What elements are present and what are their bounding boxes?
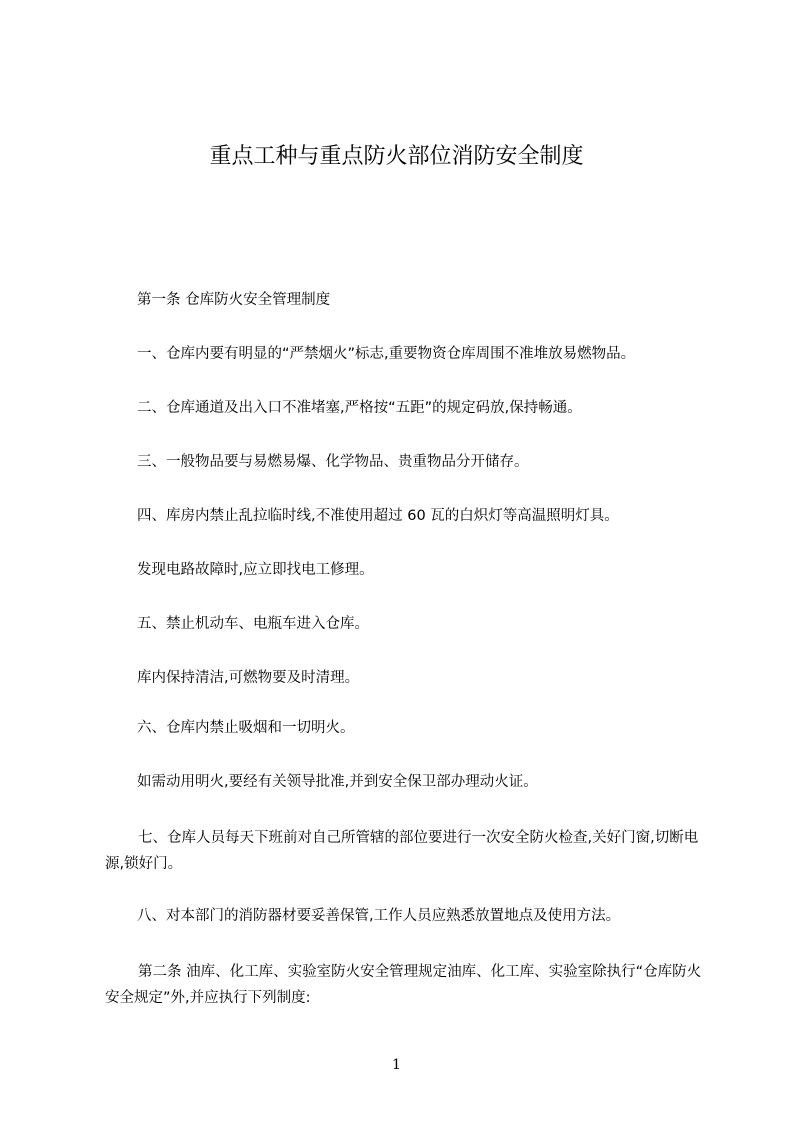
paragraph: 六、仓库内禁止吸烟和一切明火。 [137, 720, 355, 736]
paragraph: 七、仓库人员每天下班前对自己所管辖的部位要进行一次安全防火检查,关好门窗,切断电源,锁好门。 [105, 830, 699, 872]
section-heading-1: 第一条 仓库防火安全管理制度 [137, 292, 331, 308]
paragraph: 发现电路故障时,应立即找电工修理。 [137, 562, 374, 578]
page-number: 1 [392, 1057, 401, 1073]
paragraph: 二、仓库通道及出入口不准堵塞,严格按“五距”的规定码放,保持畅通。 [137, 400, 582, 416]
paragraph: 四、库房内禁止乱拉临时线,不准使用超过 60 瓦的白炽灯等高温照明灯具。 [137, 508, 619, 524]
document-title: 重点工种与重点防火部位消防安全制度 [209, 144, 584, 169]
paragraph: 三、一般物品要与易燃易爆、化学物品、贵重物品分开储存。 [137, 454, 529, 470]
paragraph: 五、禁止机动车、电瓶车进入仓库。 [137, 616, 369, 632]
paragraph: 八、对本部门的消防器材要妥善保管,工作人员应熟悉放置地点及使用方法。 [137, 908, 621, 924]
section-heading-2: 第二条 油库、化工库、实验室防火安全管理规定油库、化工库、实验室除执行“仓库防火安全规定”外,并应执行下列制度: [105, 964, 702, 1006]
paragraph: 一、仓库内要有明显的“严禁烟火”标志,重要物资仓库周围不准堆放易燃物品。 [137, 346, 636, 362]
paragraph: 库内保持清洁,可燃物要及时清理。 [137, 670, 360, 686]
paragraph: 如需动用明火,要经有关领导批准,并到安全保卫部办理动火证。 [137, 774, 538, 790]
